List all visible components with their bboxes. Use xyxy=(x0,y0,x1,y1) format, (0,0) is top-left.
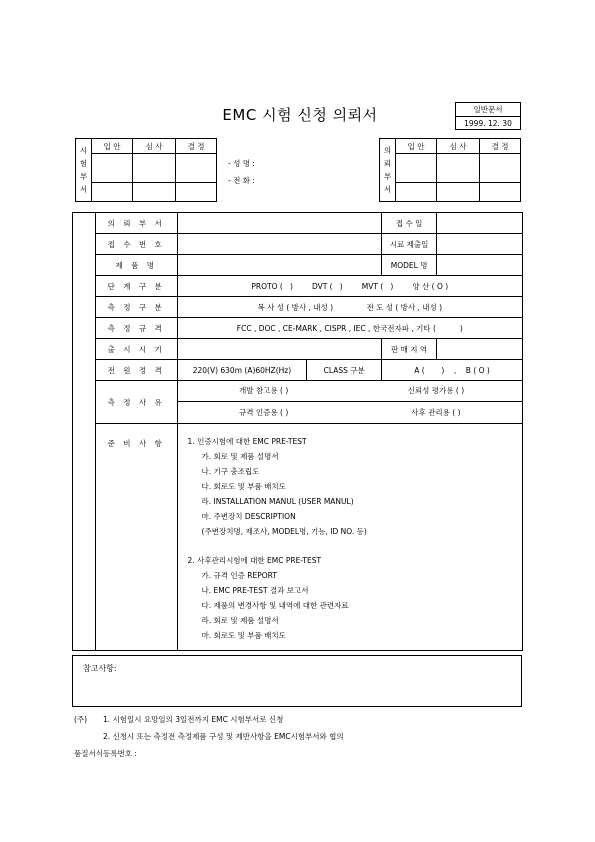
prep-item: 마. 주변장치 DESCRIPTION xyxy=(201,512,296,521)
stamp-cell-review-date[interactable] xyxy=(133,183,176,202)
field-receipt-no[interactable] xyxy=(177,234,382,255)
field-measure-type[interactable]: 복 사 성 ( 방사 , 내성 ) 전 도 성 ( 방사 , 내성 ) xyxy=(177,297,522,318)
reason-certification[interactable]: 규격 인증용 ( ) xyxy=(239,407,289,417)
notes-label: 참고사항: xyxy=(83,664,117,673)
prep-item: 나. EMC PRE-TEST 결과 보고서 xyxy=(201,586,309,595)
label-received-date: 접 수 일 xyxy=(382,213,437,234)
footer-note-1: 1. 시험일시 요망일의 3일전까지 EMC 시험부서로 신청 xyxy=(103,715,284,724)
label-sales-area: 판 매 지 역 xyxy=(382,339,437,360)
request-dept-side-label: 의 뢰 부 서 xyxy=(380,139,396,202)
stamp-cell-decision[interactable] xyxy=(176,154,217,183)
label-launch-time: 출 시 시 기 xyxy=(95,339,177,360)
prep-item: 가. 규격 인증 REPORT xyxy=(201,571,277,580)
stamp-header-review: 심 사 xyxy=(437,139,480,154)
stamp-header-decision: 결 정 xyxy=(480,139,521,154)
prep-item: 라. 회로 및 제품 설명서 xyxy=(201,616,279,625)
field-measure-standard[interactable]: FCC , DOC , CE-MARK , CISPR , IEC , 한국전자파 , 기타 ( ) xyxy=(177,318,522,339)
prep-items xyxy=(177,424,522,651)
label-measure-type: 측 정 구 분 xyxy=(95,297,177,318)
footer-note-mark: (주) xyxy=(74,715,88,724)
document-class-box xyxy=(455,102,521,130)
document-date: 1999. 12. 30 xyxy=(464,119,512,128)
prep-item: 가. 회로 및 제품 설명서 xyxy=(201,452,279,461)
stamp-cell-draft[interactable] xyxy=(396,154,437,183)
form-left-margin xyxy=(73,213,96,651)
field-measure-reason xyxy=(177,381,522,424)
prep-item: 다. 회로도 및 부품 배치도 xyxy=(201,482,286,491)
reason-reliability[interactable]: 신뢰성 평가용 ( ) xyxy=(350,381,522,401)
field-stage[interactable]: PROTO ( ) DVT ( ) MVT ( ) 양 산 ( O ) xyxy=(177,276,522,297)
footer-note-2: 2. 신청시 또는 측정전 측정제품 구성 및 제반사항을 EMC시험부서와 협의 xyxy=(103,732,344,741)
stamp-header-review: 심 사 xyxy=(133,139,176,154)
stamp-cell-decision[interactable] xyxy=(480,154,521,183)
contact-name-label: - 성 명 : xyxy=(228,159,255,168)
label-prep: 준 비 사 항 xyxy=(95,424,177,651)
stamp-header-decision: 결 정 xyxy=(176,139,217,154)
reason-options xyxy=(178,381,522,423)
field-received-date[interactable] xyxy=(437,213,523,234)
stamp-cell-decision-date[interactable] xyxy=(176,183,217,202)
document-class-label: 일반문서 xyxy=(456,103,520,117)
field-class[interactable]: A ( ) , B ( O ) xyxy=(382,360,523,381)
contact-phone-label: - 전 화 : xyxy=(228,176,255,185)
prep-item: 마. 회로도 및 부품 배치도 xyxy=(201,631,286,640)
stamp-header-draft: 입 안 xyxy=(92,139,133,154)
field-sales-area[interactable] xyxy=(437,339,523,360)
prep-item-note: (주변장치명, 제조사, MODEL명, 기능, ID NO. 등) xyxy=(201,527,367,536)
label-sample-date: 시료 제출일 xyxy=(382,234,437,255)
form-registration-no: 품질서식등록번호 : xyxy=(74,749,137,758)
prep-item: 다. 제품의 변경사항 및 내역에 대한 관련자료 xyxy=(201,601,349,610)
stamp-cell-decision-date[interactable] xyxy=(480,183,521,202)
page-title: EMC 시험 신청 의뢰서 xyxy=(222,106,378,124)
prep-item: 나. 기구 충조립도 xyxy=(201,467,260,476)
field-sample-date[interactable] xyxy=(437,234,523,255)
stamp-cell-draft-date[interactable] xyxy=(92,183,133,202)
label-request-dept: 의 뢰 부 서 xyxy=(95,213,177,234)
label-class: CLASS 구분 xyxy=(307,360,382,381)
reason-post-management[interactable]: 사후 관리용 ( ) xyxy=(411,407,461,417)
test-dept-approval-box xyxy=(75,138,217,202)
prep-heading-1: 1. 인증시험에 대한 EMC PRE-TEST xyxy=(187,437,307,446)
stamp-cell-draft[interactable] xyxy=(92,154,133,183)
field-launch-time[interactable] xyxy=(177,339,382,360)
label-model-name: MODEL 명 xyxy=(382,255,437,276)
label-measure-reason: 측 정 사 유 xyxy=(95,381,177,424)
prep-heading-2: 2. 사후관리시험에 대한 EMC PRE-TEST xyxy=(187,556,322,565)
stamp-header-draft: 입 안 xyxy=(396,139,437,154)
notes-box[interactable] xyxy=(72,655,522,707)
label-receipt-no: 접 수 번 호 xyxy=(95,234,177,255)
field-power-rating[interactable]: 220(V) 630m (A)60HZ(Hz) xyxy=(177,360,307,381)
label-stage: 단 계 구 분 xyxy=(95,276,177,297)
label-product-name: 제 품 명 xyxy=(95,255,177,276)
stamp-cell-review[interactable] xyxy=(133,154,176,183)
field-product-name[interactable] xyxy=(177,255,382,276)
label-measure-standard: 측 정 규 격 xyxy=(95,318,177,339)
stamp-cell-review-date[interactable] xyxy=(437,183,480,202)
stamp-cell-review[interactable] xyxy=(437,154,480,183)
label-power-rating: 전 원 정 격 xyxy=(95,360,177,381)
prep-item: 라. INSTALLATION MANUL (USER MANUL) xyxy=(201,497,354,506)
field-model-name[interactable] xyxy=(437,255,523,276)
field-request-dept[interactable] xyxy=(177,213,382,234)
stamp-cell-draft-date[interactable] xyxy=(396,183,437,202)
test-dept-side-label: 시 험 부 서 xyxy=(76,139,92,202)
reason-development[interactable]: 개발 참고용 ( ) xyxy=(178,381,350,401)
request-dept-approval-box xyxy=(379,138,521,202)
request-form-table xyxy=(72,212,523,651)
